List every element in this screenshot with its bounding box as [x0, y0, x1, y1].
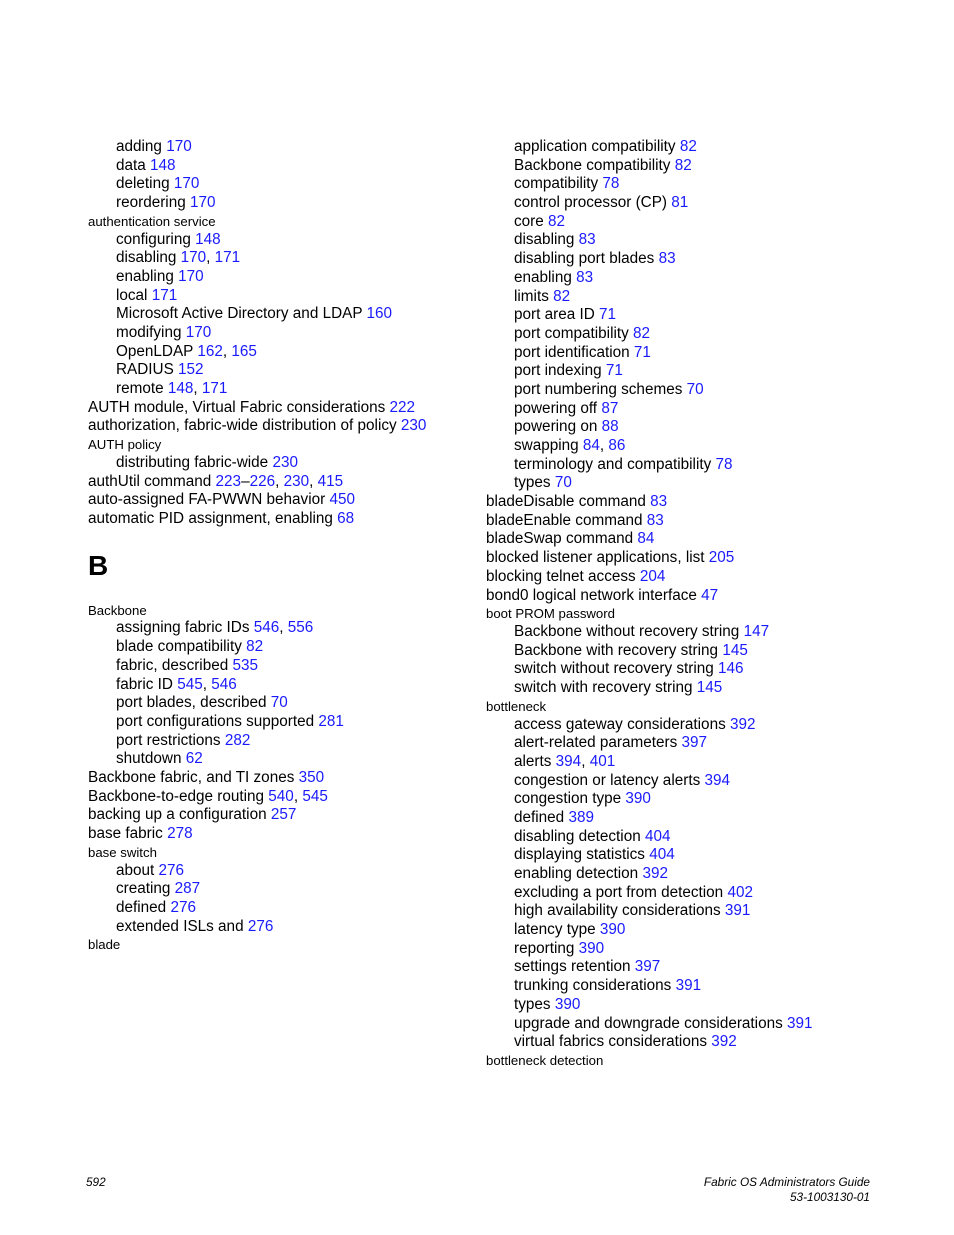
index-subentry — [88, 657, 488, 676]
index-heading — [88, 213, 488, 231]
page-reference-link[interactable]: 223 — [215, 472, 242, 490]
page-reference-link[interactable]: 71 — [605, 362, 623, 380]
index-term: congestion or latency alerts — [514, 771, 705, 789]
index-term: configuring — [116, 230, 196, 248]
page-reference-separator: , — [581, 752, 590, 770]
page-footer-right — [704, 1175, 870, 1205]
index-entry — [88, 491, 488, 510]
page-reference-link[interactable]: 78 — [715, 455, 733, 473]
index-term: port identification — [514, 343, 634, 361]
page-reference-link[interactable]: 71 — [633, 343, 651, 361]
index-heading — [486, 1052, 926, 1070]
page-reference-link[interactable]: 390 — [554, 995, 581, 1013]
page-reference-link[interactable]: 83 — [650, 493, 668, 511]
index-term: trunking considerations — [514, 977, 676, 995]
page-reference-link[interactable]: 230 — [272, 453, 298, 471]
index-subentry — [88, 732, 488, 751]
index-subentry — [88, 454, 488, 473]
page-reference-link[interactable]: 415 — [317, 472, 344, 490]
page-reference-link[interactable]: 82 — [246, 638, 264, 656]
index-term: displaying statistics — [514, 846, 650, 864]
page-reference-link[interactable]: 391 — [675, 977, 702, 995]
page-reference-link[interactable]: 390 — [625, 790, 651, 808]
page-reference-link[interactable]: 83 — [658, 250, 676, 268]
index-subentry — [486, 1015, 926, 1034]
index-term: AUTH module, Virtual Fabric considerations — [88, 398, 390, 416]
index-term: reordering — [116, 194, 190, 212]
page-reference-separator: , — [293, 787, 303, 805]
page-reference-separator: , — [202, 675, 212, 693]
page-reference-link[interactable]: 546 — [253, 619, 280, 637]
index-entry — [88, 806, 488, 825]
index-term: disabling — [514, 231, 579, 249]
index-term: distributing fabric-wide — [116, 453, 273, 471]
section-letter-wrapper — [88, 529, 488, 602]
page-reference-link[interactable]: 397 — [634, 958, 661, 976]
index-subentry — [486, 940, 926, 959]
index-term: virtual fabrics considerations — [514, 1033, 712, 1051]
index-term: about — [116, 861, 159, 879]
page-reference-separator: , — [309, 472, 318, 490]
index-term: RADIUS — [116, 361, 179, 379]
index-term: reporting — [514, 939, 579, 957]
page-reference-link[interactable]: 82 — [553, 287, 571, 305]
index-subentry — [486, 381, 926, 400]
index-term: shutdown — [116, 750, 186, 768]
index-subentry — [486, 865, 926, 884]
index-entry — [88, 399, 488, 418]
index-term: bond0 logical network interface — [486, 586, 702, 604]
page-reference-link[interactable]: 282 — [224, 731, 251, 749]
page-reference-link[interactable]: 392 — [711, 1033, 737, 1051]
index-subentry — [486, 418, 926, 437]
page-reference-link[interactable]: 86 — [608, 437, 626, 454]
index-term: fabric, described — [116, 656, 233, 674]
page-reference-link[interactable]: 160 — [366, 305, 393, 323]
index-term: fabric ID — [116, 675, 178, 693]
index-term: access gateway considerations — [514, 715, 730, 733]
index-term: switch with recovery string — [514, 679, 697, 697]
index-subentry — [88, 249, 488, 268]
index-term: port blades, described — [116, 694, 271, 712]
index-entry — [486, 493, 926, 512]
page-reference-link[interactable]: 62 — [185, 750, 203, 768]
index-term: port area ID — [514, 306, 600, 324]
page-reference-link[interactable]: 170 — [185, 323, 212, 341]
index-subentry — [486, 846, 926, 865]
page-reference-link[interactable]: 170 — [173, 175, 200, 193]
page-reference-separator: , — [279, 619, 288, 637]
index-subentry — [486, 623, 926, 642]
index-heading — [88, 844, 488, 862]
index-term: blocking telnet access — [486, 567, 640, 585]
index-subentry — [486, 213, 926, 232]
index-subentry — [486, 790, 926, 809]
index-subentry — [88, 287, 488, 306]
index-subentry — [486, 474, 926, 493]
page-reference-link[interactable]: 350 — [298, 768, 325, 786]
index-subentry — [486, 996, 926, 1015]
index-term: bottleneck detection — [486, 1052, 604, 1068]
page-reference-link[interactable]: 535 — [232, 656, 259, 674]
index-entry — [486, 587, 926, 606]
index-term: authentication service — [88, 213, 216, 229]
index-subentry — [486, 828, 926, 847]
page-reference-link[interactable]: 546 — [211, 675, 237, 693]
page-reference-link[interactable]: 147 — [743, 622, 770, 640]
page-reference-link[interactable]: 390 — [578, 939, 605, 957]
page-reference-link[interactable]: 404 — [649, 846, 675, 864]
page-reference-link[interactable]: 226 — [249, 472, 276, 490]
index-entry — [486, 512, 926, 531]
index-entry — [486, 568, 926, 587]
index-subentry — [88, 918, 488, 937]
index-subentry — [88, 880, 488, 899]
page-reference-link[interactable]: 84 — [582, 437, 600, 454]
page-reference-link[interactable]: 389 — [568, 808, 594, 826]
index-subentry — [486, 753, 926, 772]
page-reference-link[interactable]: 390 — [599, 921, 626, 939]
page-reference-link[interactable]: 204 — [639, 567, 666, 585]
page-number: 592 — [86, 1175, 106, 1189]
page-reference-link[interactable]: 401 — [589, 752, 616, 770]
page-reference-link[interactable]: 70 — [554, 474, 572, 492]
page-reference-link[interactable]: 171 — [214, 249, 241, 267]
index-term: alerts — [514, 752, 556, 770]
page-reference-link[interactable]: 391 — [724, 902, 751, 920]
page-reference-link[interactable]: 257 — [270, 806, 297, 824]
index-term: defined — [514, 808, 569, 826]
index-term: Backbone-to-edge routing — [88, 787, 269, 805]
page-reference-link[interactable]: 540 — [268, 787, 294, 805]
page-reference-link[interactable]: 402 — [727, 883, 753, 901]
index-heading — [486, 605, 926, 623]
page-reference-link[interactable]: 165 — [231, 342, 257, 360]
index-subentry — [88, 619, 488, 638]
index-term: alert-related parameters — [514, 734, 682, 752]
index-term: automatic PID assignment, enabling — [88, 509, 338, 527]
index-subentry — [486, 679, 926, 698]
index-subentry — [88, 676, 488, 695]
page-reference-link[interactable]: 146 — [718, 660, 744, 678]
index-subentry — [486, 306, 926, 325]
index-subentry — [88, 713, 488, 732]
index-term: defined — [116, 898, 171, 916]
index-entry — [88, 825, 488, 844]
index-subentry — [486, 175, 926, 194]
index-subentry — [486, 884, 926, 903]
page-reference-link[interactable]: 152 — [178, 361, 204, 379]
index-term: authorization, fabric-wide distribution of policy — [88, 417, 401, 435]
page-reference-link[interactable]: 545 — [177, 675, 203, 693]
index-term: core — [514, 212, 549, 230]
index-term: data — [116, 156, 151, 174]
page-reference-link[interactable]: 83 — [646, 511, 664, 529]
page-reference-link[interactable]: 145 — [722, 641, 748, 659]
index-subentry — [486, 400, 926, 419]
index-subentry — [88, 268, 488, 287]
index-term: deleting — [116, 175, 174, 193]
page-reference-link[interactable]: 87 — [601, 399, 619, 417]
index-term: boot PROM password — [486, 606, 615, 622]
index-term: remote — [116, 380, 168, 398]
index-term: modifying — [116, 323, 186, 341]
index-subentry — [88, 361, 488, 380]
index-subentry — [88, 862, 488, 881]
index-term: creating — [116, 880, 175, 898]
index-term: blocked listener applications, list — [486, 549, 709, 567]
index-term: AUTH policy — [88, 437, 162, 453]
page-reference-separator: , — [193, 380, 202, 398]
index-term: extended ISLs and — [116, 917, 248, 935]
index-subentry — [486, 921, 926, 940]
index-term: disabling port blades — [514, 250, 659, 268]
index-term: bladeSwap command — [486, 530, 638, 548]
index-term: blade — [88, 937, 121, 953]
page-reference-link[interactable]: 394 — [704, 771, 730, 789]
page-reference-link[interactable]: 450 — [329, 491, 355, 509]
page-reference-separator: , — [599, 437, 609, 454]
index-subentry — [88, 231, 488, 250]
page-reference-link[interactable]: 78 — [602, 175, 620, 193]
index-entry — [88, 769, 488, 788]
index-heading — [88, 436, 488, 454]
index-subentry — [88, 305, 488, 324]
index-subentry — [486, 958, 926, 977]
index-subentry — [486, 437, 926, 456]
page-reference-link[interactable]: 278 — [167, 825, 193, 843]
index-term: powering on — [514, 418, 602, 436]
page-reference-link[interactable]: 276 — [170, 898, 196, 916]
page-reference-link[interactable]: 83 — [576, 268, 594, 286]
page-reference-link[interactable]: 222 — [389, 398, 416, 416]
page-reference-link[interactable]: 276 — [247, 917, 274, 935]
index-subentry — [486, 325, 926, 344]
page-reference-link[interactable]: 145 — [696, 679, 723, 697]
index-subentry — [486, 456, 926, 475]
index-subentry — [486, 250, 926, 269]
index-term: upgrade and downgrade considerations — [514, 1014, 787, 1032]
index-subentry — [486, 809, 926, 828]
page-reference-link[interactable]: 394 — [555, 752, 582, 770]
index-subentry — [486, 734, 926, 753]
index-term: Backbone without recovery string — [514, 622, 744, 640]
index-term: types — [514, 995, 555, 1013]
index-term: latency type — [514, 921, 600, 939]
index-heading — [88, 602, 488, 620]
index-entry — [88, 510, 488, 529]
index-term: Backbone compatibility — [514, 156, 675, 174]
index-term: OpenLDAP — [116, 342, 198, 360]
page-reference-link[interactable]: 82 — [674, 156, 692, 174]
page-reference-separator: , — [222, 342, 232, 360]
index-subentry — [88, 324, 488, 343]
page-reference-link[interactable]: 397 — [681, 734, 708, 752]
index-term: switch without recovery string — [514, 660, 719, 678]
index-term: disabling detection — [514, 827, 645, 845]
index-entry — [88, 417, 488, 436]
index-term: excluding a port from detection — [514, 883, 728, 901]
index-term: auto-assigned FA-PWWN behavior — [88, 491, 330, 509]
page-reference-link[interactable]: 82 — [679, 138, 697, 155]
page-reference-link[interactable]: 162 — [197, 342, 223, 360]
index-term: disabling — [116, 249, 181, 267]
index-subentry — [88, 380, 488, 399]
page-reference-link[interactable]: 287 — [174, 880, 201, 898]
page-reference-link[interactable]: 82 — [633, 324, 651, 342]
page-reference-link[interactable]: 148 — [150, 156, 176, 174]
index-term: assigning fabric IDs — [116, 619, 254, 637]
index-term: congestion type — [514, 790, 626, 808]
section-letter-heading: B — [88, 549, 109, 581]
index-term: bottleneck — [486, 698, 547, 714]
index-subentry — [486, 716, 926, 735]
index-subentry — [486, 344, 926, 363]
page-reference-link[interactable]: 84 — [637, 530, 655, 548]
index-term: Microsoft Active Directory and LDAP — [116, 305, 367, 323]
index-term: Backbone fabric, and TI zones — [88, 768, 299, 786]
index-term: settings retention — [514, 958, 635, 976]
page-reference-link[interactable]: 391 — [787, 1014, 813, 1032]
page-reference-link[interactable]: 68 — [337, 509, 355, 527]
index-term: port restrictions — [116, 731, 225, 749]
index-subentry — [486, 138, 926, 157]
page-reference-separator: , — [206, 249, 215, 267]
page-reference-link[interactable]: 171 — [201, 380, 228, 398]
page-reference-link[interactable]: 70 — [686, 380, 704, 398]
index-subentry — [486, 288, 926, 307]
page-reference-separator: – — [241, 472, 250, 490]
page-reference-separator: , — [275, 472, 284, 490]
index-term: local — [116, 286, 152, 304]
page-reference-link[interactable]: 70 — [270, 694, 288, 712]
page-reference-link[interactable]: 171 — [151, 286, 178, 304]
page-reference-link[interactable]: 148 — [195, 230, 221, 248]
index-subentry — [486, 362, 926, 381]
index-term: swapping — [514, 437, 583, 454]
page-reference-link[interactable]: 404 — [644, 827, 671, 845]
index-subentry — [486, 642, 926, 661]
index-subentry — [88, 194, 488, 213]
page-reference-link[interactable]: 545 — [302, 787, 328, 805]
index-subentry — [486, 772, 926, 791]
page-reference-link[interactable]: 230 — [283, 472, 310, 490]
index-term: compatibility — [514, 175, 603, 193]
page-reference-link[interactable]: 392 — [642, 865, 668, 883]
document-number: 53-1003130-01 — [789, 1190, 870, 1204]
index-term: port compatibility — [514, 324, 634, 342]
page-reference-link[interactable]: 148 — [167, 380, 194, 398]
index-term: enabling — [514, 268, 577, 286]
index-subentry — [88, 157, 488, 176]
index-subentry — [88, 694, 488, 713]
index-subentry — [486, 660, 926, 679]
index-subentry — [486, 902, 926, 921]
index-column-right — [486, 138, 926, 1070]
index-subentry — [486, 1033, 926, 1052]
index-subentry — [486, 269, 926, 288]
index-heading — [486, 698, 926, 716]
index-subentry — [88, 138, 488, 157]
page-reference-link[interactable]: 230 — [400, 417, 427, 435]
index-entry — [486, 530, 926, 549]
page-reference-link[interactable]: 281 — [318, 712, 344, 730]
page-reference-link[interactable]: 83 — [578, 231, 596, 249]
index-subentry — [88, 638, 488, 657]
index-term: high availability considerations — [514, 902, 725, 920]
page-reference-link[interactable]: 170 — [178, 267, 204, 285]
index-entry — [88, 788, 488, 807]
page-reference-link[interactable]: 71 — [599, 306, 617, 324]
index-term: enabling — [116, 267, 179, 285]
index-term: base fabric — [88, 825, 168, 843]
page-reference-link[interactable]: 205 — [708, 549, 735, 567]
index-term: bladeEnable command — [486, 511, 647, 529]
index-subentry — [88, 899, 488, 918]
index-subentry — [88, 343, 488, 362]
index-term: base switch — [88, 844, 157, 860]
document-title: Fabric OS Administrators Guide — [703, 1175, 870, 1189]
page-reference-link[interactable]: 276 — [158, 861, 185, 879]
index-term: bladeDisable command — [486, 493, 651, 511]
page-reference-link[interactable]: 88 — [601, 418, 619, 436]
index-term: authUtil command — [88, 472, 216, 490]
page-reference-link[interactable]: 392 — [729, 715, 756, 733]
index-term: powering off — [514, 399, 602, 417]
index-subentry — [486, 231, 926, 250]
page-reference-link[interactable]: 170 — [189, 194, 216, 212]
index-term: Backbone — [88, 602, 147, 618]
index-term: adding — [116, 138, 167, 155]
index-subentry — [88, 175, 488, 194]
index-term: terminology and compatibility — [514, 455, 716, 473]
index-term: application compatibility — [514, 138, 680, 155]
index-term: enabling detection — [514, 865, 643, 883]
index-term: port indexing — [514, 362, 606, 380]
index-term: control processor (CP) — [514, 194, 672, 212]
index-column-left — [88, 138, 488, 954]
page-reference-link[interactable]: 47 — [701, 586, 719, 604]
index-term: port configurations supported — [116, 712, 319, 730]
page-reference-link[interactable]: 170 — [166, 138, 192, 155]
index-subentry — [88, 750, 488, 769]
index-subentry — [486, 194, 926, 213]
index-term: port numbering schemes — [514, 380, 687, 398]
page-footer-left — [86, 1175, 106, 1190]
index-heading — [88, 936, 488, 954]
page-reference-link[interactable]: 170 — [180, 249, 207, 267]
index-term: limits — [514, 287, 554, 305]
page-reference-link[interactable]: 81 — [671, 194, 689, 212]
index-term: types — [514, 474, 555, 492]
index-term: backing up a configuration — [88, 806, 271, 824]
index-entry — [88, 473, 488, 492]
index-term: Backbone with recovery string — [514, 641, 723, 659]
index-term: blade compatibility — [116, 638, 247, 656]
index-subentry — [486, 157, 926, 176]
page-reference-link[interactable]: 556 — [287, 619, 314, 637]
index-subentry — [486, 977, 926, 996]
index-entry — [486, 549, 926, 568]
page-reference-link[interactable]: 82 — [548, 212, 566, 230]
